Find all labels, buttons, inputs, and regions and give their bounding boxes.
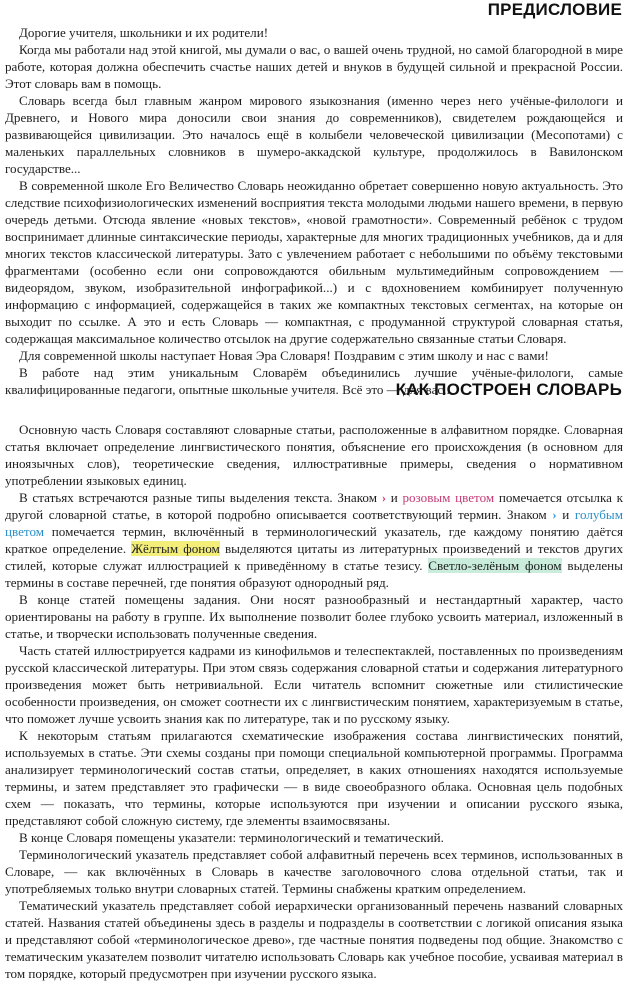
- preface-paragraph: В современной школе Его Величество Словарь неожиданно обретает совершенно новую актуальность. Это следствие психофизиологических изменений восприятия текста молодыми людьми нашего времени, в первую очередь детьми. Отсюда явление «новых текстов», «новой грамотности». Современный ребёнок с трудом воспринимает длинные синтаксические периоды, характерные для многих традиционных учебников, да и для многих текстов классической литературы. Зато с увлечением работает с небольшими по объёму текстовыми фрагментами (особенно если они сопровождаются обильным мультимедийным сопровождением — видеорядом, звуком, изобразительной инфографикой...) и с вдохновением комбинирует полученную информацию с информацией, содержащейся в таких же компактных текстовых сегментах, на которые он выходит по ссылке. А это и есть Словарь — компактная, с продуманной структурой словарная статья, содержащая максимальное количество отсылок на другие содержательно связанные статьи Словаря.: [5, 178, 623, 346]
- preface-paragraph: Словарь всегда был главным жанром мирового языкознания (именно через него учёные-филологи и Древнего, и Нового мира доносили свои знания до современников), свидетелем рождающейся и развивающейся цивилизации. Это началось ещё в колыбели человеческой цивилизации (Месопотами) с маленьких параллельных словников в шумеро-аккадской культуре, продолжилось в Вавилонском государстве...: [5, 93, 623, 176]
- yellow-background-sample: Жёлтым фоном: [131, 541, 220, 556]
- preface-text: [5, 24, 623, 398]
- preface-paragraph: В работе над этим уникальным Словарём объединились лучшие учёные-филологи, самые квалифицированные педагоги, опытные школьные учителя. Всё это — для вас...: [5, 365, 623, 397]
- crossref-mark-icon: ›: [381, 490, 387, 505]
- structure-paragraph: В конце Словаря помещены указатели: терминологический и тематический.: [19, 830, 444, 845]
- structure-paragraph: Основную часть Словаря составляют словарные статьи, расположенные в алфавитном порядке. Словарная статья включает определение лингвистического понятия, объяснение его происхождения (в основном для иноязычных слов), теоретические сведения, иллюстративные примеры, сведения о нормативном употреблении языковых единиц.: [5, 422, 623, 488]
- structure-paragraph: Часть статей иллюстрируется кадрами из кинофильмов и телеспектаклей, поставленных по произведениям русской классической литературы. При этом связь содержания словарной статьи и содержания литературного произведения может быть нетривиальной. Если читатель вспомнит сюжетные или стилистические особенности произведения, он сможет соотнести их с лингвистическим понятием, характеризуемым в статье, что поможет лучше усвоить знания как по литературе, так и по русскому языку.: [5, 643, 623, 726]
- green-background-sample: Светло-зелёным фоном: [428, 558, 562, 573]
- preface-paragraph: Для современной школы наступает Новая Эра Словаря! Поздравим с этим школу и нас с вами!: [19, 348, 549, 363]
- preface-greeting: Дорогие учителя, школьники и их родители!: [19, 25, 269, 40]
- structure-paragraph: К некоторым статьям прилагаются схематические изображения состава лингвистических понятий, используемых в статье. Эти схемы созданы при помощи специальной компьютерной программы. Программа анализирует терминологический состав статьи, определяет, в каких отношениях находятся используемые термины, и затем представляет это графически — в виде своеобразного облака. Основная цель подобных схем — показать, что термины, которые используются при изучении и описании русского языка, представляют собой сложную систему, где элементы взаимосвязаны.: [5, 728, 623, 828]
- structure-paragraph: Тематический указатель представляет собой иерархически организованный перечень названий словарных статей. Названия статей объединены здесь в разделы и подразделы в соответствии с логикой описания языка и представляют собой «терминологическое древо», где частные понятия подведены под общие. Знакомство с тематическим указателем позволит читателю использовать Словарь как учебное пособие, усваивая материал в том порядке, который предусмотрен при изучении русского языка.: [5, 898, 623, 981]
- pink-color-sample: розовым цветом: [402, 490, 495, 505]
- highlight-legend-paragraph: В статьях встречаются разные типы выделения текста. Знаком › и розовым цветом помечается отсылка к другой словарной статье, в которой подробно описывается соответствующий термин. Знаком › и голубым цветом помечается термин, включённый в терминологический указатель, где каждому понятию даётся краткое определение. Жёлтым фоном выделяются цитаты из литературных произведений и текстов других стилей, которые служат иллюстрацией к приведённому в статье тезису. Светло-зелёным фоном выделены термины в составе перечней, где понятия образуют однородный ряд.: [5, 490, 623, 590]
- preface-paragraph: Когда мы работали над этой книгой, мы думали о вас, о вашей очень трудной, но самой благородной в мире работе, которая должна обеспечить счастье наших детей и внуков в будущей сильной и прекрасной России. Этот словарь вам в помощь.: [5, 42, 623, 91]
- blue-color-sample: голубым цветом: [5, 507, 623, 539]
- structure-paragraph: Терминологический указатель представляет собой алфавитный перечень всех терминов, использованных в Словаре, — как включённых в Словарь в качестве заголовочного слова отдельной статьи, так и употребляемых только внутри словарных статей. Термины снабжены кратким определением.: [5, 847, 623, 896]
- term-index-mark-icon: ›: [552, 507, 557, 522]
- structure-text: [5, 421, 623, 982]
- preface-title: ПРЕДИСЛОВИЕ: [487, 0, 622, 19]
- structure-title: КАК ПОСТРОЕН СЛОВАРЬ: [395, 380, 622, 399]
- structure-paragraph: В конце статей помещены задания. Они носят разнообразный и нестандартный характер, часто ориентированы на работу в группе. Их выполнение позволит более глубоко усвоить материал, изложенный в статье, и творчески использовать полученные сведения.: [5, 592, 623, 641]
